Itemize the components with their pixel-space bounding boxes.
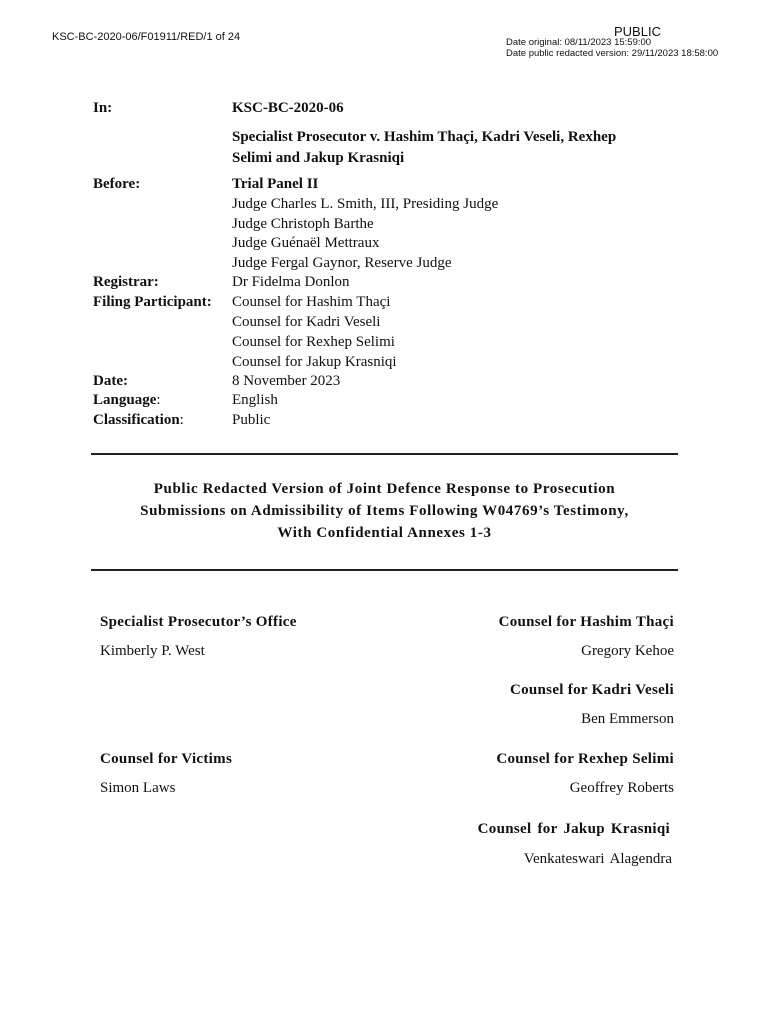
- spo-heading: Specialist Prosecutor’s Office: [100, 614, 297, 630]
- date-original: Date original: 08/11/2023 15:59:00: [506, 37, 652, 48]
- before-label: Before:: [93, 176, 141, 192]
- krasniqi-counsel-name: Venkateswari Alagendra: [523, 851, 672, 867]
- date-redacted: Date public redacted version: 29/11/2023 18:58:00: [506, 48, 719, 59]
- case-name-line-1: Specialist Prosecutor v. Hashim Thaçi, Kadri Veseli, Rexhep: [232, 129, 617, 145]
- selimi-counsel-heading: Counsel for Rexhep Selimi: [496, 751, 674, 767]
- date-label: Date:: [93, 373, 128, 389]
- classification-label: Classification:: [93, 412, 184, 428]
- registrar-name: Dr Fidelma Donlon: [232, 274, 350, 290]
- document-title-line-3: With Confidential Annexes 1-3: [277, 525, 492, 541]
- veseli-counsel-heading: Counsel for Kadri Veseli: [509, 682, 674, 698]
- veseli-counsel-name: Ben Emmerson: [581, 711, 674, 727]
- language-value: English: [232, 392, 278, 408]
- in-label: In:: [93, 100, 113, 116]
- document-title-line-1: Public Redacted Version of Joint Defence Response to Prosecution: [153, 481, 616, 497]
- filing-participant-3: Counsel for Rexhep Selimi: [232, 334, 395, 350]
- classification-mark: PUBLIC: [614, 24, 661, 39]
- document-title-line-2: Submissions on Admissibility of Items Following W04769’s Testimony,: [140, 503, 629, 519]
- filing-participant-2: Counsel for Kadri Veseli: [232, 314, 381, 330]
- judge-4: Judge Fergal Gaynor, Reserve Judge: [232, 255, 452, 271]
- thaci-counsel-name: Gregory Kehoe: [581, 643, 674, 659]
- filing-participant-1: Counsel for Hashim Thaçi: [232, 294, 391, 310]
- judge-3: Judge Guénaël Mettraux: [232, 235, 380, 251]
- registrar-label: Registrar:: [93, 274, 159, 290]
- filing-date: 8 November 2023: [232, 373, 341, 389]
- document-reference: KSC-BC-2020-06/F01911/RED/1 of 24: [52, 31, 241, 43]
- selimi-counsel-name: Geoffrey Roberts: [569, 780, 674, 796]
- panel-name: Trial Panel II: [232, 176, 319, 192]
- case-number: KSC-BC-2020-06: [232, 100, 344, 116]
- case-name-line-2: Selimi and Jakup Krasniqi: [232, 150, 405, 166]
- classification-value: Public: [232, 412, 271, 428]
- victims-counsel-name: Simon Laws: [100, 780, 176, 796]
- judge-2: Judge Christoph Barthe: [232, 216, 374, 232]
- divider-top: [91, 453, 678, 455]
- victims-counsel-heading: Counsel for Victims: [100, 751, 233, 767]
- spo-name: Kimberly P. West: [100, 643, 205, 659]
- thaci-counsel-heading: Counsel for Hashim Thaçi: [498, 614, 674, 630]
- filing-participant-label: Filing Participant:: [93, 294, 212, 310]
- divider-bottom: [91, 569, 678, 571]
- filing-participant-4: Counsel for Jakup Krasniqi: [232, 354, 397, 370]
- language-label: Language:: [93, 392, 161, 408]
- judge-1: Judge Charles L. Smith, III, Presiding Judge: [232, 196, 499, 212]
- krasniqi-counsel-heading: Counsel for Jakup Krasniqi: [477, 821, 670, 837]
